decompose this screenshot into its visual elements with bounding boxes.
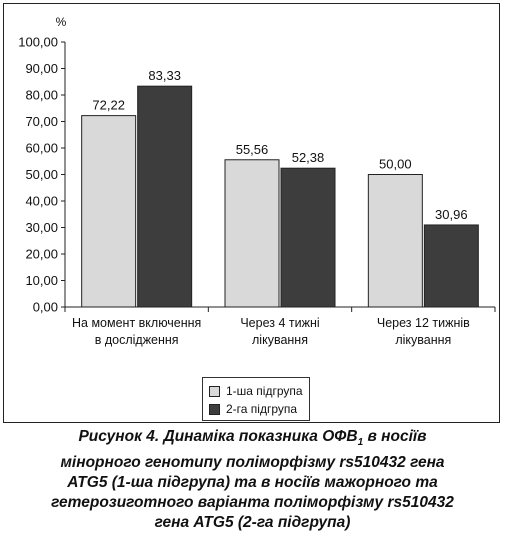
bar-series-1-cat-3	[368, 175, 422, 308]
data-label-series-1-cat-2: 55,56	[235, 141, 269, 157]
caption-line-5: гена ATG5 (2-га підгрупа)	[154, 514, 351, 532]
legend-swatch-series-2	[209, 404, 220, 415]
chart-frame	[3, 3, 500, 423]
bar-series-2-cat-1	[138, 86, 192, 307]
legend-label-series-1: 1-ша підгрупа	[226, 384, 303, 398]
legend	[202, 377, 310, 421]
y-tick-label-1: 10,00	[25, 273, 58, 288]
x-category-label-3-line-2: лікування	[395, 333, 452, 347]
x-category-label-2-line-2: лікування	[252, 333, 308, 347]
data-label-series-1-cat-1: 72,22	[92, 97, 125, 113]
data-label-series-2-cat-2: 52,38	[291, 150, 325, 166]
y-tick-label-3: 30,00	[25, 220, 58, 235]
y-tick-label-10: 100,00	[18, 34, 58, 50]
caption-line-1-text: Рисунок 4. Динаміка показника ОФВ	[78, 428, 358, 445]
x-category-label-1-line-2: в дослідження	[94, 333, 179, 347]
figure-caption	[0, 427, 505, 533]
caption-line-2: мінорного генотипу поліморфізму rs510432 гена	[60, 454, 445, 472]
caption-line-4: гетерозиготного варіанта поліморфізму rs510432	[51, 494, 454, 512]
caption-subscript: 1	[357, 437, 364, 449]
data-label-series-2-cat-1: 83,33	[148, 68, 181, 84]
y-tick-label-2: 20,00	[25, 246, 58, 262]
bar-series-2-cat-2	[281, 168, 335, 307]
y-tick-label-5: 50,00	[25, 167, 58, 182]
data-label-series-1-cat-3: 50,00	[379, 156, 412, 172]
caption-line-3: ATG5 (1-ша підгрупа) та в носіїв мажорного та	[67, 474, 438, 492]
y-tick-label-0: 0,00	[32, 299, 58, 315]
bar-chart	[4, 4, 501, 424]
caption-line-1-end: в носіїв	[363, 428, 427, 445]
y-tick-label-9: 90,00	[25, 61, 58, 76]
legend-swatch-series-1	[209, 386, 220, 397]
x-category-label-3-line-1: Через 12 тижнів	[376, 316, 470, 330]
x-category-label-1-line-1: На момент включення	[72, 316, 202, 330]
y-tick-label-7: 70,00	[25, 114, 58, 129]
bar-series-1-cat-1	[82, 116, 136, 307]
y-tick-label-8: 80,00	[25, 87, 58, 103]
y-tick-label-6: 60,00	[25, 140, 58, 156]
y-unit-label: %	[55, 15, 67, 29]
legend-item-series-1	[209, 383, 303, 399]
bar-series-2-cat-3	[424, 225, 478, 307]
bar-series-1-cat-2	[225, 160, 279, 307]
y-tick-label-4: 40,00	[25, 193, 58, 209]
legend-label-series-2: 2-га підгрупа	[226, 402, 298, 416]
x-category-label-2-line-1: Через 4 тижні	[240, 316, 320, 330]
caption-line-1	[0, 427, 505, 453]
data-label-series-2-cat-3: 30,96	[435, 206, 468, 222]
legend-item-series-2	[209, 401, 297, 417]
